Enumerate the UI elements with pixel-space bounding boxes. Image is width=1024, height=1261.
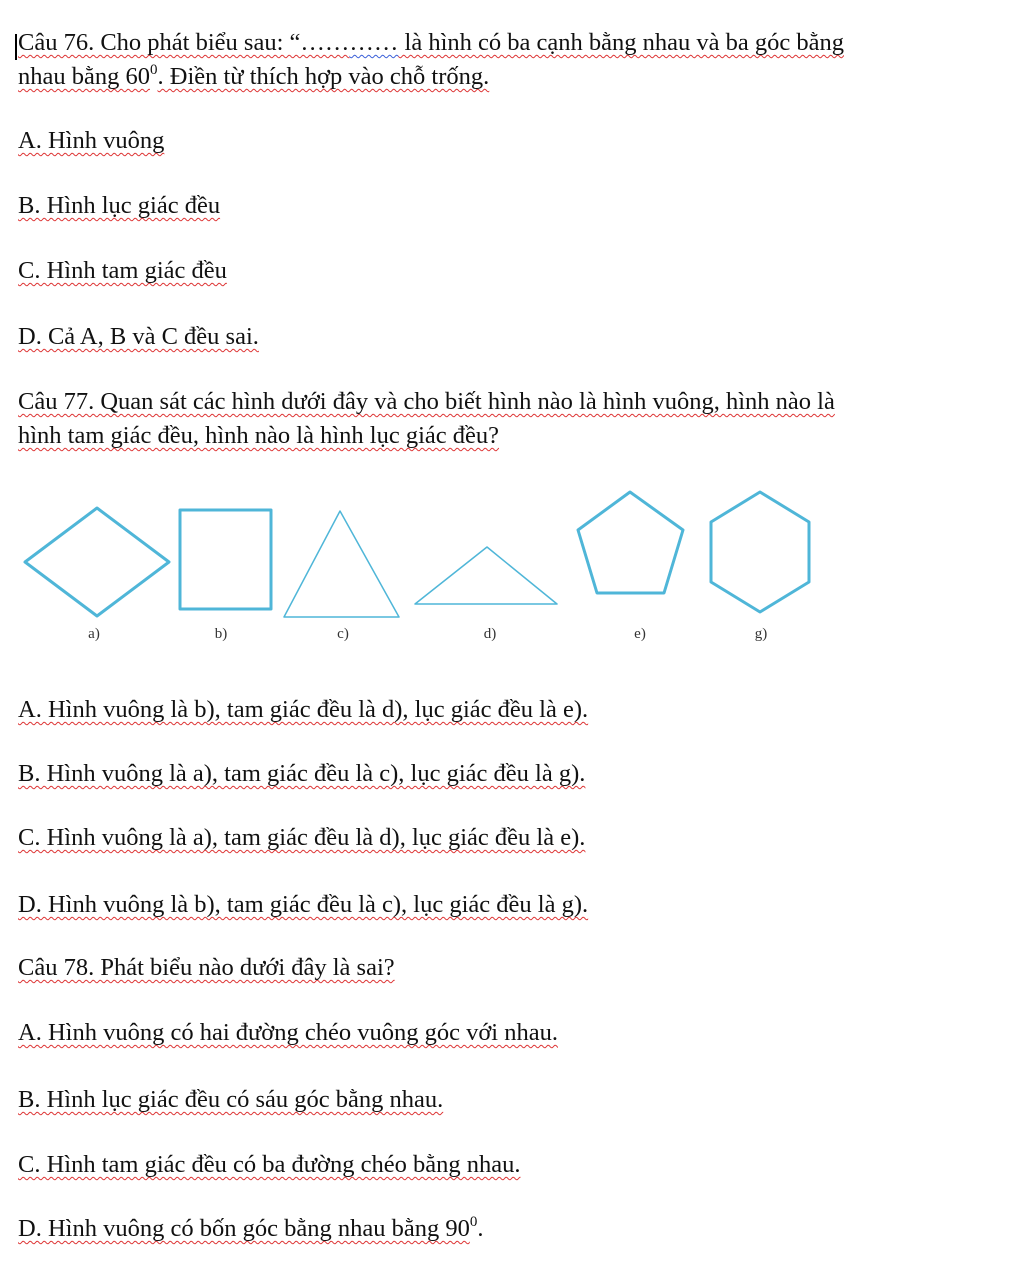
- q78-degree-sup: 0: [469, 1214, 478, 1230]
- q76-text-end: là hình có ba cạnh bằng nhau và ba góc bằng: [398, 29, 844, 56]
- shape-e-pentagon: [578, 492, 683, 593]
- q76-text-2a: nhau bằng 60: [18, 63, 150, 90]
- q78-option-d-text: D. Hình vuông có bốn góc bằng nhau bằng 90: [18, 1215, 470, 1242]
- q78-option-d-end: .: [477, 1215, 484, 1242]
- text-cursor: [15, 34, 17, 60]
- q77-line-2: hình tam giác đều, hình nào là hình lục giác đều?: [18, 422, 500, 449]
- q76-option-d: D. Cả A, B và C đều sai.: [18, 323, 259, 350]
- label-a: a): [88, 626, 100, 642]
- label-c: c): [337, 626, 349, 642]
- shape-a-rhombus: [25, 508, 169, 616]
- label-e: e): [634, 626, 646, 642]
- q76-line-2: [18, 62, 489, 92]
- label-b: b): [214, 626, 228, 642]
- q76-option-c: C. Hình tam giác đều: [18, 257, 227, 284]
- q78-option-d: [18, 1214, 483, 1244]
- q77-option-a: A. Hình vuông là b), tam giác đều là d), lục giác đều là e).: [18, 696, 589, 723]
- q77-option-b: B. Hình vuông là a), tam giác đều là c), lục giác đều là g).: [18, 760, 586, 787]
- q76-text-start: Câu 76. Cho phát biểu sau: “……: [18, 29, 350, 56]
- q76-text-2b: . Điền từ thích hợp vào chỗ trống.: [157, 63, 490, 90]
- shape-g-hexagon: [711, 492, 809, 612]
- q76-degree-sup: 0: [150, 62, 158, 78]
- q77-option-c: C. Hình vuông là a), tam giác đều là d), lục giác đều là e).: [18, 824, 586, 851]
- q78-option-c: C. Hình tam giác đều có ba đường chéo bằng nhau.: [18, 1151, 521, 1178]
- q78-option-b: B. Hình lục giác đều có sáu góc bằng nhau.: [18, 1086, 444, 1113]
- q76-line-1: [18, 28, 844, 58]
- shape-b-square: [180, 510, 271, 609]
- q78-title: Câu 78. Phát biểu nào dưới đây là sai?: [18, 954, 395, 981]
- q76-option-b: B. Hình lục giác đều: [18, 192, 221, 219]
- q77-line-1: Câu 77. Quan sát các hình dưới đây và cho biết hình nào là hình vuông, hình nào là: [18, 388, 835, 415]
- shape-d-isosceles-triangle: [415, 547, 557, 604]
- q76-blank-dots: ……: [349, 29, 399, 56]
- shape-c-equilateral-triangle: [284, 511, 399, 617]
- q78-option-a: A. Hình vuông có hai đường chéo vuông góc với nhau.: [18, 1019, 558, 1046]
- label-g: g): [754, 626, 768, 642]
- q76-option-a: A. Hình vuông: [18, 127, 165, 154]
- shapes-figure: [0, 478, 1024, 658]
- label-d: d): [483, 626, 497, 642]
- q77-option-d: D. Hình vuông là b), tam giác đều là c), lục giác đều là g).: [18, 891, 589, 918]
